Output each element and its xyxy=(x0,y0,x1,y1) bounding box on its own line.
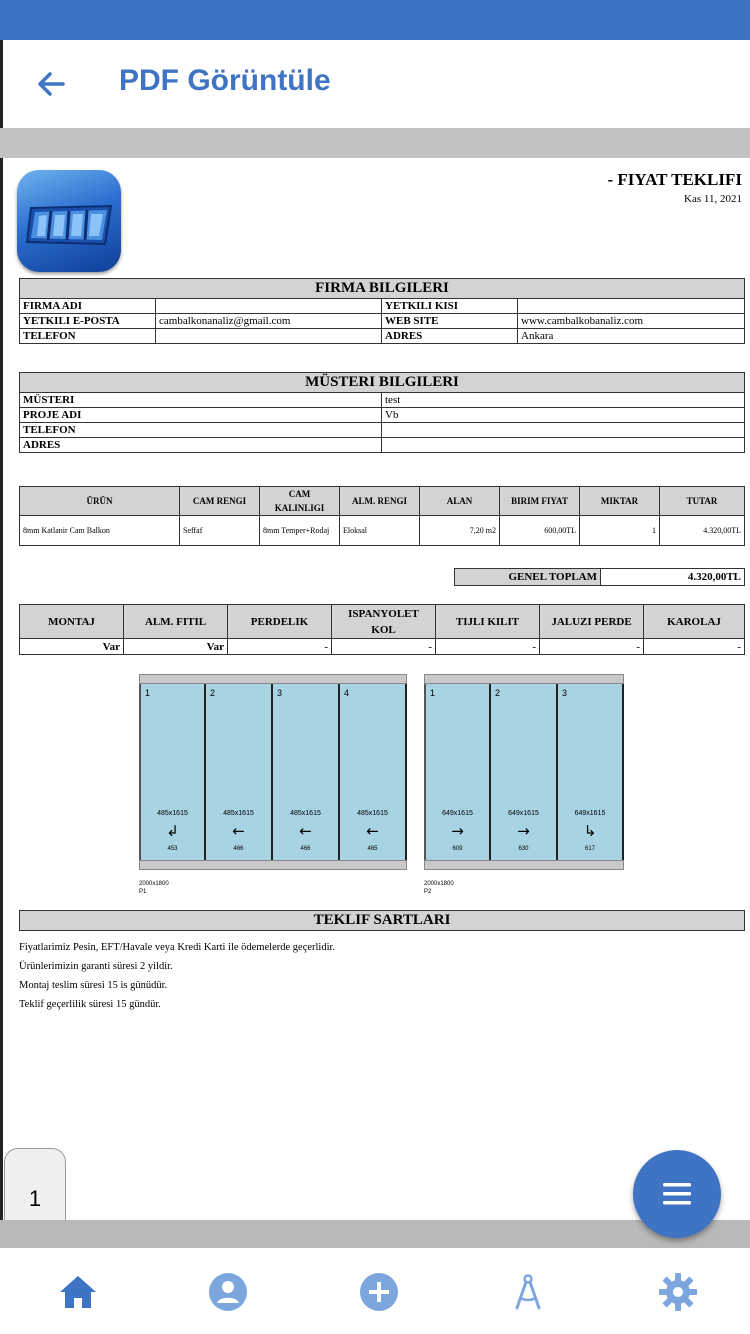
col-miktar: MIKTAR xyxy=(580,487,660,516)
back-button[interactable] xyxy=(33,66,69,102)
col-alan: ALAN xyxy=(420,487,500,516)
customer-name-label: MÜSTERI xyxy=(20,393,382,408)
email-label: YETKILI E-POSTA xyxy=(20,314,156,329)
cell-tutar: 4.320,00TL xyxy=(660,516,745,546)
opt-karolaj-header: KAROLAJ xyxy=(644,605,745,639)
total-table xyxy=(454,568,745,586)
arrow-right-icon: → xyxy=(451,822,464,840)
opt-montaj-header: MONTAJ xyxy=(20,605,124,639)
bottom-rail xyxy=(424,860,624,870)
menu-icon xyxy=(633,1150,721,1238)
cell-birim-fiyat: 600,00TL xyxy=(500,516,580,546)
company-info-header: FIRMA BILGILERI xyxy=(20,279,745,299)
fold-direction-icon: ↳ xyxy=(583,822,597,840)
opt-perdelik-value: - xyxy=(228,639,332,655)
app-bar xyxy=(0,40,750,128)
col-tutar: TUTAR xyxy=(660,487,745,516)
cell-alan: 7,20 m2 xyxy=(420,516,500,546)
opt-ispanyolet-header: ISPANYOLET KOL xyxy=(332,605,436,639)
options-table xyxy=(19,604,745,655)
website-label: WEB SITE xyxy=(382,314,518,329)
menu-fab-button[interactable] xyxy=(633,1150,721,1238)
col-urun: ÜRÜN xyxy=(20,487,180,516)
customer-phone-value xyxy=(382,423,745,438)
page-title: PDF Görüntüle xyxy=(119,64,331,97)
col-birim-fiyat: BIRIM FIYAT xyxy=(500,487,580,516)
arrow-left-icon: ← xyxy=(232,822,245,840)
arrow-right-icon: → xyxy=(517,822,530,840)
arrow-left-icon: ← xyxy=(366,822,379,840)
opt-montaj-value: Var xyxy=(20,639,124,655)
opt-kilit-value: - xyxy=(436,639,540,655)
terms-header: TEKLIF SARTLARI xyxy=(20,911,745,931)
diagram-caption: 2000x1800 P2 xyxy=(424,881,454,895)
website-value: www.cambalkobanaliz.com xyxy=(518,314,745,329)
back-arrow-icon xyxy=(33,66,69,102)
quote-date: Kas 11, 2021 xyxy=(684,193,742,205)
nav-home[interactable] xyxy=(56,1270,100,1314)
page-indicator[interactable]: 1 xyxy=(4,1148,66,1248)
quote-title: - FIYAT TEKLIFI xyxy=(607,170,742,189)
glass-panel: 2 649x1615 → 630 xyxy=(491,684,558,860)
balcony-diagram-p1 xyxy=(139,674,407,898)
diagram-caption: 2000x1800 P1 xyxy=(139,881,169,895)
terms-line: Montaj teslim süresi 15 is günüdür. xyxy=(19,980,168,991)
cell-cam-rengi: Seffaf xyxy=(180,516,260,546)
contact-person-label: YETKILI KISI xyxy=(382,299,518,314)
cell-cam-kalinligi: 8mm Temper+Rodaj xyxy=(260,516,340,546)
email-value: cambalkonanaliz@gmail.com xyxy=(156,314,382,329)
opt-perdelik-header: PERDELIK xyxy=(228,605,332,639)
address-value: Ankara xyxy=(518,329,745,344)
add-icon xyxy=(357,1270,401,1314)
address-label: ADRES xyxy=(382,329,518,344)
terms-line: Teklif geçerlilik süresi 15 gündür. xyxy=(19,999,161,1010)
nav-settings[interactable] xyxy=(656,1270,700,1314)
opt-fitil-value: Var xyxy=(124,639,228,655)
balcony-diagram-p2 xyxy=(424,674,624,898)
glass-panel: 3 649x1615 ↳ 617 xyxy=(558,684,624,860)
glass-panel: 2 485x1615 ← 466 xyxy=(206,684,273,860)
cell-urun: 8mm Katlanir Cam Balkon xyxy=(20,516,180,546)
bottom-rail xyxy=(139,860,407,870)
bottom-navigation xyxy=(0,1248,750,1334)
opt-fitil-header: ALM. FITIL xyxy=(124,605,228,639)
terms-line: Fiyatlarimiz Pesin, EFT/Havale veya Kredi Karti ile ödemelerde geçerlidir. xyxy=(19,942,336,953)
company-phone-label: TELEFON xyxy=(20,329,156,344)
nav-measure[interactable] xyxy=(506,1270,550,1314)
total-label: GENEL TOPLAM xyxy=(455,569,601,586)
company-name-label: FIRMA ADI xyxy=(20,299,156,314)
glass-panel: 1 485x1615 ↲ 453 xyxy=(139,684,206,860)
glass-panel: 4 485x1615 ← 465 xyxy=(340,684,407,860)
pdf-page[interactable] xyxy=(0,158,750,1220)
top-rail xyxy=(424,674,624,684)
customer-info-header: MÜSTERI BILGILERI xyxy=(20,373,745,393)
company-phone-value xyxy=(156,329,382,344)
opt-jaluzi-header: JALUZI PERDE xyxy=(540,605,644,639)
terms-line: Ürünlerimizin garanti süresi 2 yildir. xyxy=(19,961,173,972)
opt-kilit-header: TIJLI KILIT xyxy=(436,605,540,639)
project-name-value: Vb xyxy=(382,408,745,423)
opt-jaluzi-value: - xyxy=(540,639,644,655)
nav-profile[interactable] xyxy=(206,1270,250,1314)
project-name-label: PROJE ADI xyxy=(20,408,382,423)
opt-karolaj-value: - xyxy=(644,639,745,655)
cell-alm-rengi: Eloksal xyxy=(340,516,420,546)
fold-direction-icon: ↲ xyxy=(166,822,179,840)
col-cam-rengi: CAM RENGI xyxy=(180,487,260,516)
compass-icon xyxy=(506,1270,550,1314)
col-alm-rengi: ALM. RENGI xyxy=(340,487,420,516)
home-icon xyxy=(56,1270,100,1314)
company-logo xyxy=(17,170,121,272)
total-value: 4.320,00TL xyxy=(601,569,745,586)
status-bar xyxy=(0,0,750,40)
top-rail xyxy=(139,674,407,684)
col-cam-kalinligi: CAM KALINLIGI xyxy=(260,487,340,516)
profile-icon xyxy=(206,1270,250,1314)
company-info-table xyxy=(19,278,745,344)
customer-phone-label: TELEFON xyxy=(20,423,382,438)
customer-name-value: test xyxy=(382,393,745,408)
settings-icon xyxy=(656,1270,700,1314)
customer-address-label: ADRES xyxy=(20,438,382,453)
company-name-value xyxy=(156,299,382,314)
opt-ispanyolet-value: - xyxy=(332,639,436,655)
terms-table xyxy=(19,910,745,931)
glass-panel: 3 485x1615 ← 466 xyxy=(273,684,340,860)
cell-miktar: 1 xyxy=(580,516,660,546)
customer-info-table xyxy=(19,372,745,453)
arrow-left-icon: ← xyxy=(299,822,312,840)
glass-panel: 1 649x1615 → 609 xyxy=(424,684,491,860)
contact-person-value xyxy=(518,299,745,314)
nav-add[interactable] xyxy=(357,1270,401,1314)
viewer-top-strip xyxy=(0,128,750,158)
customer-address-value xyxy=(382,438,745,453)
products-table xyxy=(19,486,745,546)
